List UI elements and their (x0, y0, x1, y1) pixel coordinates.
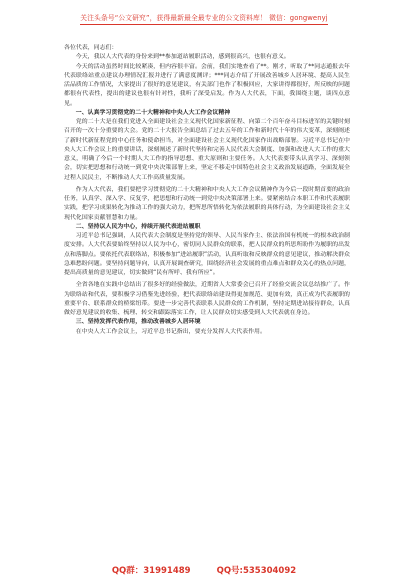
section-heading: 二、坚持以人民为中心，持续开展代表进站履职 (75, 223, 201, 230)
paragraph: 今天，我以人大代表的身份来到**参加道站履职活动，感到很高兴，也很有意义。 (75, 54, 290, 61)
footer-contact (0, 562, 408, 578)
qq-number-text: QQ号:535304092 (216, 566, 297, 576)
paragraph: 全省各地在实践中总结出了很多好的经验做法，近期省人大常委会已召开了经验交流会议总结推广了。作为联络站和代表，要积极学习借鉴先进经验，把代表联络站建设得更加规范、更加有效，真正成为代表履职的重要平台、联系群众的桥梁纽带。要进一步完善代表联系人民群众的工作机制，坚持定期进站接待群众，认真做好意见建议的收集、梳理、转交和跟踪落实工作，让人民群众切实感受到人大代表就在身边。 (64, 282, 350, 316)
paragraph: 作为人大代表，我们要把学习贯彻党的二十大精神和中央人大工作会议精神作为今后一段时期首要的政治任务，认真学、深入学、反复学，把思想和行动统一到党中央决策部署上来。要紧密结合本职工作和代表履职实践，把学习成果转化为推动工作的强大动力，把所思所悟转化为依法履职的具体行动，为全面建设社会主义现代化国家贡献智慧和力量。 (64, 186, 350, 221)
section-heading: 三、坚持发挥代表作用，推动改善城乡人居环境 (75, 319, 201, 326)
paragraph: 在中央人大工作会议上，习近平总书记指出，要充分发挥人大代表作用。 (75, 328, 266, 335)
paragraph: 习近平总书记强调，人民代表大会制度是坚持党的领导、人民当家作主、依法治国有机统一的根本政治制度安排。人大代表要始终坚持以人民为中心，密切同人民群众的联系，把人民群众的所思所盼作为履职的出发点和落脚点。要依托代表联络站，积极参加“进站履职”活动，认真听取和反映群众的意见建议，推动解决群众急难愁盼问题。要坚持问题导向，认真开展调查研究，围绕经济社会发展的重点难点和群众关心的热点问题，提出高质量的意见建议，切实做到“民有所呼、我有所应”。 (64, 233, 350, 276)
banner-text: 关注头条号“公文研究”，获得最新最全最专业的公文资料库！ 微信：gongwenyj (80, 12, 327, 25)
qq-group-text: QQ群：31991489 (111, 566, 191, 576)
banner (0, 0, 408, 36)
paragraph: 党的二十大是在我们党进入全面建设社会主义现代化国家新征程、向第二个百年奋斗目标进军的关键时刻召开的一次十分重要的大会。党的二十大报告全面总结了过去五年的工作和新时代十年的伟大变革，深刻阐述了新时代新征程党的中心任务和使命担当，对全面建设社会主义现代化国家作出战略部署。习近平总书记在中央人大工作会议上的重要讲话，深刻阐述了新时代坚持和完善人民代表大会制度、加强和改进人大工作的重大意义，明确了今后一个时期人大工作的指导思想、重大原则和主要任务。人大代表要带头认真学习、深刻领会，切实把思想和行动统一到党中央决策部署上来，坚定不移走中国特色社会主义政治发展道路，全面发展全过程人民民主，不断推动人大工作高质量发展。 (64, 119, 350, 181)
paragraph: 今天的活动虽然时间比较紧凑，但内容很丰富。会前，我们实地查看了**。刚才，听取了**同志通报去年代表联络站重点建议办理情况汇报并进行了满意度测评；***同志介绍了开展改善城乡人居环境、提高人民生活品质的工作情况，大家提出了很好的意见建议，有关部门也作了积极回应，大家讲得都很好，所反映的问题都很有代表性，提出的建议也很有针对性，我听了深受启发。作为人大代表，下面，我围绕主题，谈四点意见。 (64, 63, 350, 107)
section-heading: 一、认真学习贯彻党的二十大精神和中央人大工作会议精神 (75, 109, 231, 116)
document-body (64, 44, 350, 337)
salutation: 各位代表，同志们： (64, 45, 118, 51)
